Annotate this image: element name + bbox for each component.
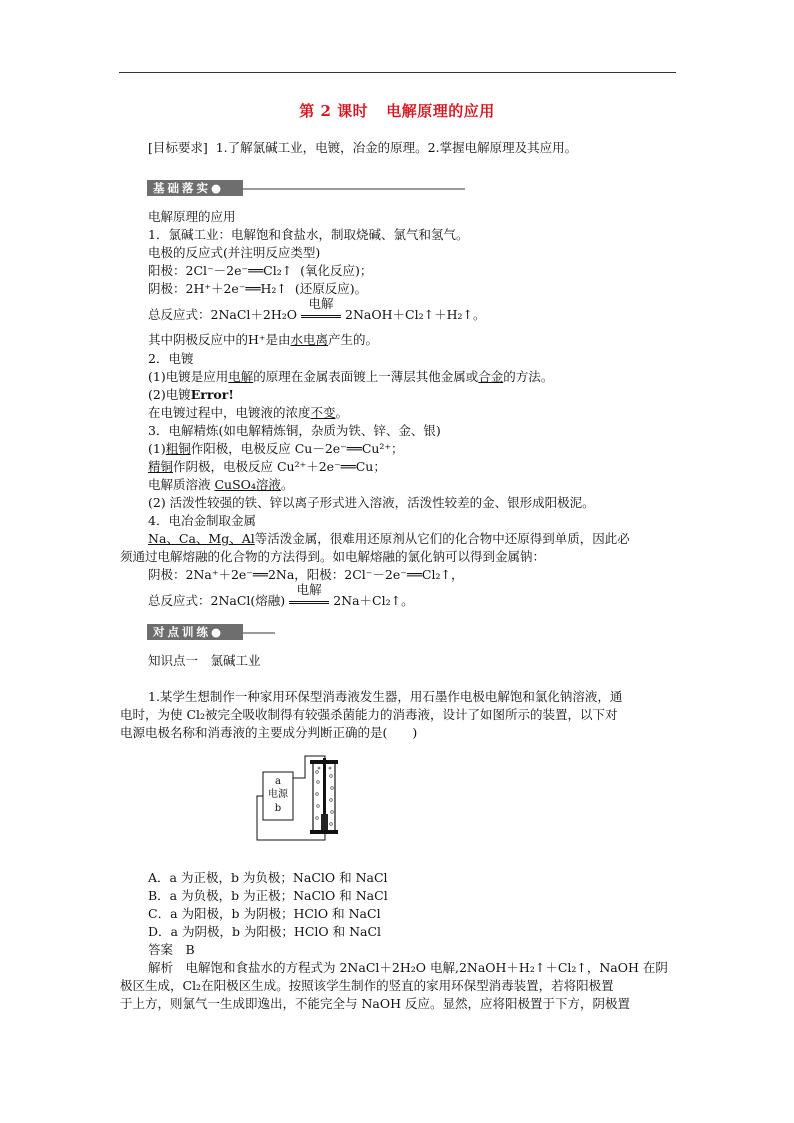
plating-p1: (1)电镀是应用电解的原理在金属表面镀上一薄层其他金属或合金的方法。 [148, 369, 554, 384]
objectives-text: 1.了解氯碱工业，电镀，冶金的原理。2.掌握电解原理及其应用。 [215, 140, 578, 155]
electrolysis-apparatus-figure [255, 752, 365, 844]
refining-r1: (1)粗铜作阳极，电极反应 Cu－2e⁻══Cu²⁺； [148, 441, 404, 456]
cathode-note: 其中阴极反应中的H⁺是由水电离产生的。 [148, 332, 379, 347]
objectives-label: [目标要求] [148, 140, 208, 155]
electrode-eq-label: 电极的反应式(并注明反应类型) [148, 245, 321, 260]
metallurgy-m2: 须通过电解熔融的化合物的方法得到。如电解熔融的氯化钠可以得到金属钠： [120, 549, 546, 564]
electrolysis-arrow: 电解 [285, 593, 333, 609]
title-topic: 电解原理的应用 [386, 102, 495, 120]
power-label-a: a [275, 776, 281, 787]
metallurgy-m3: 阴极：2Na⁺＋2e⁻══2Na，阳极：2Cl⁻－2e⁻══Cl₂↑， [148, 567, 464, 582]
section-badge-label: 基础落实 [153, 181, 211, 195]
filled-circle-icon: ● [211, 625, 222, 639]
refining-r3: 电解质溶液 CuSO₄溶液。 [148, 477, 294, 492]
refining-title: 3．电解精炼(如电解精炼铜，杂质为铁、锌、金、银) [148, 423, 441, 438]
option-c: C．a 为阳极，b 为阴极；HClO 和 NaCl [148, 906, 381, 921]
objectives [148, 140, 577, 156]
question-1-line-2: 电时，为使 Cl₂被完全吸收制得有较强杀菌能力的消毒液，设计了如图所示的装置，以下对 [120, 707, 618, 722]
page-title [0, 100, 794, 121]
section-heading: 电解原理的应用 [148, 209, 236, 224]
electrolysis-arrow: 电解 [297, 307, 345, 323]
option-d: D．a 为阴极，b 为阳极；HClO 和 NaCl [148, 924, 382, 939]
section-badge-basics [147, 180, 243, 196]
title-lesson: 第 2 课时 [299, 102, 369, 120]
option-b: B．a 为负极，b 为正极；NaClO 和 NaCl [148, 888, 388, 903]
option-a: A．a 为正极，b 为负极；NaClO 和 NaCl [148, 870, 388, 885]
plating-p3: 在电镀过程中，电镀液的浓度不变。 [148, 405, 349, 420]
refining-r2: 精铜作阴极，电极反应 Cu²⁺＋2e⁻══Cu； [148, 459, 386, 474]
analysis-line-3: 于上方，则氯气一生成即逸出，不能完全与 NaOH 反应。显然，应将阳极置于下方，阴极置 [120, 996, 630, 1011]
plating-title: 2．电镀 [148, 351, 194, 366]
section-badge-label: 对点训练 [153, 625, 211, 639]
refining-r4: (2) 活泼性较强的铁、锌以离子形式进入溶液，活泼性较差的金、银形成阳极泥。 [148, 495, 595, 510]
section-rule [243, 632, 275, 634]
metallurgy-title: 4．电冶金制取金属 [148, 513, 256, 528]
answer: 答案 B [148, 942, 195, 957]
filled-circle-icon: ● [211, 181, 222, 195]
plating-p2: (2)电镀Error! [148, 387, 234, 402]
analysis-line-1: 解析 电解饱和食盐水的方程式为 2NaCl＋2H₂O 电解,2NaOH＋H₂↑＋Cl₂↑，NaOH 在阴 [148, 960, 668, 975]
analysis-line-2: 极区生成，Cl₂在阳极区生成。按照该学生制作的竖直的家用环保型消毒装置，若将阳极置 [120, 978, 614, 993]
cathode-line: 阴极：2H⁺＋2e⁻══H₂↑ (还原反应)。 [148, 281, 368, 296]
section-rule [243, 188, 465, 190]
top-rule [119, 72, 676, 73]
question-1-line-1: 1.某学生想制作一种家用环保型消毒液发生器，用石墨作电极电解饱和氯化钠溶液，通 [148, 689, 623, 704]
knowledge-point: 知识点一 氯碱工业 [148, 653, 261, 668]
question-1-line-3: 电源电极名称和消毒液的主要成分判断正确的是( ) [120, 725, 418, 740]
chlor-alkali-title: 1．氯碱工业：电解饱和食盐水，制取烧碱、氯气和氢气。 [148, 227, 469, 242]
anode-line: 阳极：2Cl⁻－2e⁻══Cl₂↑ (氧化反应)； [148, 263, 373, 278]
power-label-b: b [274, 803, 282, 814]
section-badge-practice [147, 624, 243, 640]
metallurgy-total: 总反应式：2NaCl(熔融) 电解 2Na＋Cl₂↑。 [148, 582, 414, 608]
power-label: 电源 [268, 789, 288, 800]
total-reaction-line: 总反应式：2NaCl＋2H₂O 电解 2NaOH＋Cl₂↑＋H₂↑。 [148, 296, 486, 322]
metallurgy-m1: Na、Ca、Mg、Al等活泼金属，很难用还原剂从它们的化合物中还原得到单质，因此必 [148, 531, 630, 546]
